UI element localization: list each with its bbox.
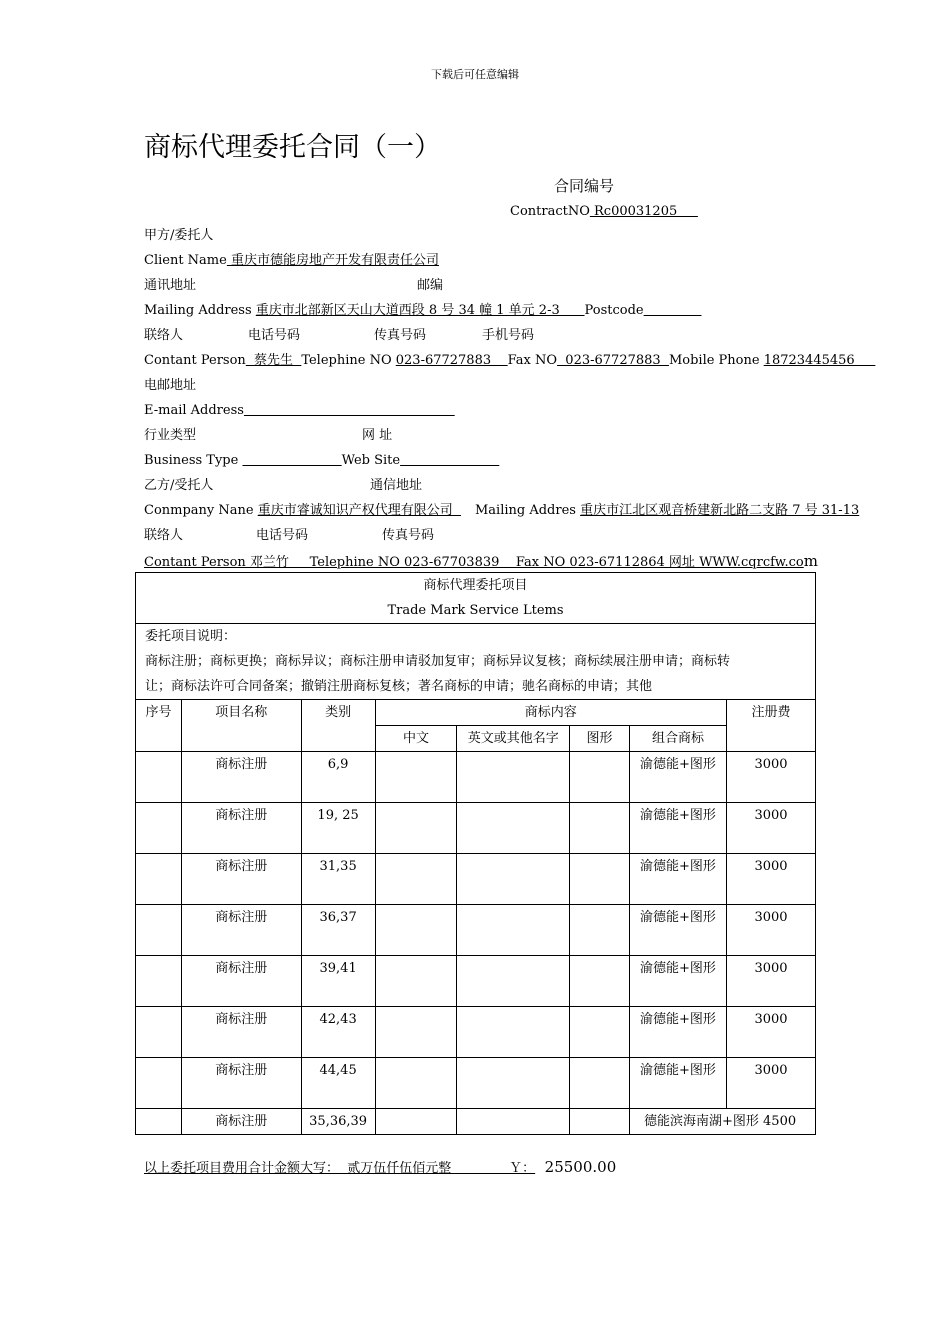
row-combo: 渝德能+图形 bbox=[630, 1058, 727, 1109]
party-b-heading: 乙方/受托人 bbox=[144, 478, 214, 493]
party-b-contact-label-1: 电话号码 bbox=[256, 528, 309, 543]
row-combo: 渝德能+图形 bbox=[630, 1007, 727, 1058]
mailing-address-label: Mailing Address bbox=[144, 303, 256, 318]
row-fee: 3000 bbox=[726, 905, 815, 956]
table-row bbox=[136, 803, 816, 854]
row-class: 39,41 bbox=[301, 956, 375, 1007]
client-name-line bbox=[144, 252, 439, 270]
total-amount: 25500.00 bbox=[535, 1158, 617, 1176]
col-no: 序号 bbox=[136, 700, 182, 752]
row-name: 商标注册 bbox=[181, 752, 301, 803]
contact-label-cn-3: 手机号码 bbox=[482, 328, 535, 343]
row-class: 6,9 bbox=[301, 752, 375, 803]
row-combo: 渝德能+图形 bbox=[630, 752, 727, 803]
row-class: 35,36,39 bbox=[301, 1109, 375, 1135]
contact-label-cn-0: 联络人 bbox=[144, 328, 184, 343]
col-content: 商标内容 bbox=[375, 700, 726, 726]
contact-label-cn-2: 传真号码 bbox=[374, 328, 427, 343]
row-name: 商标注册 bbox=[181, 1109, 301, 1135]
mailing-address-line bbox=[144, 302, 701, 320]
row-name: 商标注册 bbox=[181, 1058, 301, 1109]
table-row bbox=[136, 956, 816, 1007]
company-name: 重庆市睿诚知识产权代理有限公司 bbox=[257, 503, 461, 518]
row-combo: 渝德能+图形 bbox=[630, 905, 727, 956]
row-fee: 3000 bbox=[726, 1058, 815, 1109]
table-header-row bbox=[136, 700, 816, 726]
business-label-cn: 行业类型 bbox=[144, 428, 197, 443]
party-b-contact-line bbox=[144, 552, 818, 572]
row-name: 商标注册 bbox=[181, 1007, 301, 1058]
header-note: 下载后可任意编辑 bbox=[431, 68, 519, 81]
desc-line-2: 让；商标法许可合同备案；撤销注册商标复核；著名商标的申请；驰名商标的申请；其他 bbox=[145, 679, 653, 694]
service-items-table bbox=[135, 572, 816, 1135]
row-combo: 渝德能+图形 bbox=[630, 956, 727, 1007]
fax-label: Fax NO bbox=[507, 353, 558, 368]
desc-title: 委托项目说明： bbox=[145, 629, 237, 644]
table-desc-row bbox=[136, 624, 816, 700]
table-row bbox=[136, 854, 816, 905]
table-row bbox=[136, 1007, 816, 1058]
row-fee: 3000 bbox=[726, 956, 815, 1007]
party-b-company-line bbox=[144, 502, 859, 520]
mobile: 18723445456 bbox=[763, 353, 876, 368]
postcode-label-cn: 邮编 bbox=[417, 278, 444, 293]
company-label: Conmpany Nane bbox=[144, 503, 258, 518]
client-name-label: Client Name bbox=[144, 253, 227, 268]
mobile-label: Mobile Phone bbox=[668, 353, 764, 368]
contract-number-line bbox=[510, 203, 698, 221]
client-name: 重庆市德能房地产开发有限责任公司 bbox=[226, 253, 439, 268]
party-b-contact-label-2: 传真号码 bbox=[382, 528, 435, 543]
row-class: 42,43 bbox=[301, 1007, 375, 1058]
telephone-label: Telephine NO bbox=[301, 353, 396, 368]
website-label-cn: 网 址 bbox=[362, 428, 393, 443]
table-row bbox=[136, 752, 816, 803]
row-class: 31,35 bbox=[301, 854, 375, 905]
row-name: 商标注册 bbox=[181, 956, 301, 1007]
address-label-cn: 通讯地址 bbox=[144, 278, 197, 293]
row-combo-fee: 德能滨海南湖+图形 4500 bbox=[630, 1109, 816, 1135]
col-class: 类别 bbox=[301, 700, 375, 752]
contract-number: Rc00031205 bbox=[589, 204, 698, 219]
website bbox=[400, 453, 499, 468]
table-row bbox=[136, 1058, 816, 1109]
website-label: Web Site bbox=[341, 453, 401, 468]
table-heading bbox=[136, 573, 816, 624]
desc-line-1: 商标注册；商标更换；商标异议；商标注册申请驳加复审；商标异议复核；商标续展注册申请；商标转 bbox=[145, 654, 731, 669]
row-combo: 渝德能+图形 bbox=[630, 803, 727, 854]
party-a-heading: 甲方/委托人 bbox=[144, 228, 214, 243]
contact-person-label: Contant Person bbox=[144, 353, 246, 368]
table-row-last bbox=[136, 1109, 816, 1135]
contract-label-cn: 合同编号 bbox=[554, 177, 615, 195]
mailing-address: 重庆市北部新区天山大道西段 8 号 34 幢 1 单元 2-3 bbox=[255, 303, 585, 318]
row-class: 44,45 bbox=[301, 1058, 375, 1109]
table-heading-cn: 商标代理委托项目 bbox=[423, 578, 528, 593]
row-fee: 3000 bbox=[726, 1007, 815, 1058]
contact-person: 蔡先生 bbox=[245, 353, 302, 368]
page-title: 商标代理委托合同（一） bbox=[144, 132, 441, 163]
party-b-contact-tail: m bbox=[803, 552, 818, 570]
sub-col-combo: 组合商标 bbox=[630, 726, 727, 752]
postcode bbox=[644, 303, 702, 318]
email-label-cn: 电邮地址 bbox=[144, 378, 197, 393]
total-text: 以上委托项目费用合计金额大写： 贰万伍仟伍佰元整 Ｙ： bbox=[144, 1161, 536, 1176]
contract-label-en: ContractNO bbox=[510, 204, 590, 219]
row-class: 36,37 bbox=[301, 905, 375, 956]
row-fee: 3000 bbox=[726, 854, 815, 905]
col-name: 项目名称 bbox=[181, 700, 301, 752]
row-fee: 3000 bbox=[726, 752, 815, 803]
party-b-address: 重庆市江北区观音桥建新北路二支路 7 号 31-13 bbox=[580, 503, 860, 518]
party-b-address-label-cn: 通信地址 bbox=[370, 478, 423, 493]
email-line bbox=[144, 402, 455, 420]
business-type bbox=[242, 453, 341, 468]
sub-col-cn: 中文 bbox=[375, 726, 457, 752]
party-b-contact: Contant Person 邓兰竹 Telephine NO 023-67703839 Fax NO 023-67112864 网址 WWW.cqrcfw.co bbox=[144, 555, 804, 570]
total-line bbox=[144, 1158, 616, 1178]
row-class: 19, 25 bbox=[301, 803, 375, 854]
business-line bbox=[144, 452, 499, 470]
row-combo: 渝德能+图形 bbox=[630, 854, 727, 905]
telephone: 023-67727883 bbox=[395, 353, 508, 368]
table-row bbox=[136, 905, 816, 956]
row-name: 商标注册 bbox=[181, 803, 301, 854]
sub-col-en: 英文或其他名字 bbox=[457, 726, 570, 752]
contact-line bbox=[144, 352, 875, 370]
postcode-label: Postcode bbox=[584, 303, 644, 318]
row-name: 商标注册 bbox=[181, 905, 301, 956]
table-heading-row bbox=[136, 573, 816, 624]
contact-label-cn-1: 电话号码 bbox=[248, 328, 301, 343]
table-heading-en: Trade Mark Service Ltems bbox=[387, 603, 564, 618]
business-label: Business Type bbox=[144, 453, 243, 468]
row-name: 商标注册 bbox=[181, 854, 301, 905]
email-label: E-mail Address bbox=[144, 403, 244, 418]
row-fee: 3000 bbox=[726, 803, 815, 854]
email bbox=[244, 403, 455, 418]
sub-col-graphic: 图形 bbox=[570, 726, 630, 752]
col-fee: 注册费 bbox=[726, 700, 815, 752]
fax: 023-67727883 bbox=[557, 353, 669, 368]
table-description bbox=[136, 624, 816, 700]
party-b-contact-label-0: 联络人 bbox=[144, 528, 184, 543]
party-b-address-label: Mailing Addres bbox=[474, 503, 581, 518]
